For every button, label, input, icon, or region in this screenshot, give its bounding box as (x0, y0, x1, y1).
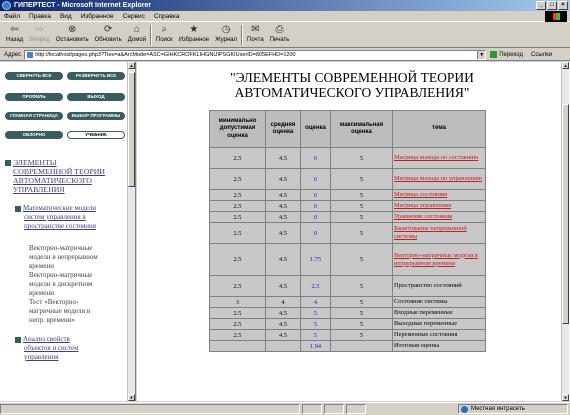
cell-avg: 4.5 (266, 190, 300, 200)
cell-min: 2.5 (210, 223, 265, 243)
table-row (210, 212, 485, 222)
mail-button[interactable]: ✉ Почта (247, 24, 264, 43)
topic-link[interactable]: Уравнение состояния (394, 213, 453, 220)
cell-max: 5 (331, 148, 392, 168)
cell-topic[interactable] (393, 223, 485, 243)
status-zone-label: Местная интрасеть (471, 406, 525, 412)
tree-section-models[interactable]: Математические модели (15, 204, 96, 213)
status-pane (302, 404, 322, 414)
grades-table (209, 110, 486, 352)
expand-all-button[interactable]: РАЗВЕРНУТЬ ВСЕ (67, 72, 125, 80)
tree-leaf-test[interactable]: Тест «Векторно- (29, 298, 79, 306)
header-score: оценка (301, 111, 330, 147)
cell-min: 2.5 (210, 201, 265, 211)
search-icon: ⌕ (161, 24, 168, 35)
cell-topic[interactable] (393, 148, 485, 168)
cell-score: 0 (301, 169, 330, 189)
print-icon: ⎙ (275, 24, 284, 35)
cell-min: 2.5 (210, 308, 265, 318)
cell-score: 5 (301, 330, 330, 340)
cell-max: 5 (331, 201, 392, 211)
refresh-icon: ⟳ (103, 24, 113, 35)
cell-score: 0 (301, 190, 330, 200)
forward-button[interactable]: ⇨ Вперед (29, 24, 50, 43)
home-button[interactable]: ⌂ Домой (127, 24, 147, 43)
tree-section-models-line2[interactable]: систем управления в (24, 213, 86, 221)
tree-leaf-continuous[interactable]: Векторно-матричные (29, 244, 93, 252)
status-zone (458, 404, 568, 414)
tree-root-line3[interactable]: АВТОМАТИЧЕСКОГО (13, 176, 92, 185)
cell-topic[interactable] (393, 212, 485, 222)
tree-section-models-line3[interactable]: пространстве состояния (24, 222, 96, 230)
cell-topic: Входные переменные (393, 308, 485, 318)
address-input[interactable] (24, 50, 486, 60)
scroll-thumb[interactable] (562, 104, 569, 324)
scroll-down-icon[interactable]: ▼ (563, 395, 568, 400)
menu-edit[interactable]: Правка (28, 12, 51, 20)
tree-root-line4[interactable]: УПРАВЛЕНИЯ (13, 185, 65, 194)
cell-score: 5 (301, 308, 330, 318)
table-row (210, 330, 485, 340)
menu-help[interactable]: Справка (153, 12, 180, 20)
table-row (210, 297, 485, 307)
table-row (210, 308, 485, 318)
menu-view[interactable]: Вид (59, 12, 72, 20)
favorites-icon: ★ (189, 24, 199, 35)
scroll-down-icon[interactable]: ▼ (129, 395, 134, 400)
address-dropdown-icon[interactable]: ▼ (477, 51, 485, 59)
cell-topic[interactable] (393, 190, 485, 200)
windows-logo (545, 11, 567, 22)
status-text-pane (0, 404, 300, 414)
cell-avg: 4.5 (266, 276, 300, 296)
table-row (210, 276, 485, 296)
cell-max: 5 (331, 319, 392, 329)
profile-button[interactable]: ПРОФИЛЬ (5, 93, 63, 101)
close-button[interactable]: × (558, 1, 568, 10)
table-row (210, 244, 485, 275)
ie-icon (2, 1, 11, 10)
cell-avg: 4.5 (266, 308, 300, 318)
tree-root-line2[interactable]: СОВРЕМЕННОЙ ТЕОРИИ (13, 167, 106, 176)
cell-max: 5 (331, 223, 392, 243)
status-pane (346, 404, 366, 414)
scroll-up-icon[interactable]: ▲ (563, 63, 568, 68)
cell-score: 1.75 (301, 244, 330, 275)
cell-max: 5 (331, 297, 392, 307)
print-button[interactable]: ⎙ Печать (269, 24, 290, 43)
header-min: минимально допустимая оценка (210, 111, 265, 147)
scroll-up-icon[interactable]: ▲ (129, 63, 134, 68)
cell-min: 2.5 (210, 212, 265, 222)
window-title: ГИПЕРТЕСТ - Microsoft Internet Explorer (14, 2, 152, 9)
tree-root[interactable]: ЭЛЕМЕНТЫ (5, 158, 57, 168)
cell-min: 2.5 (210, 330, 265, 340)
cell-max: 5 (331, 308, 392, 318)
page-title (182, 70, 522, 100)
cell-max: 5 (331, 276, 392, 296)
cell-topic: Состояние системы (393, 297, 485, 307)
tree-leaf-continuous-line3[interactable]: времени (29, 262, 54, 270)
address-url: http://localhost/pages.php3?Ties=a&ArcMode=ASC=GIHKCROFKLIHGNUIPSGKIUserID=805EFHD=1200 (35, 51, 296, 58)
status-bar (0, 402, 570, 415)
cell-score: 0 (301, 223, 330, 243)
go-button[interactable]: Переход (490, 51, 523, 58)
forward-arrow-icon: ⇨ (35, 24, 44, 35)
toolbar-separator (241, 25, 243, 45)
menu-file[interactable]: Файл (4, 12, 20, 20)
cell-topic[interactable] (393, 169, 485, 189)
back-arrow-icon: ⇦ (10, 24, 19, 35)
cell-score: 0 (301, 201, 330, 211)
cell-max: 5 (331, 244, 392, 275)
page-icon (27, 52, 33, 58)
cell-score: 0 (301, 148, 330, 168)
topic-link[interactable]: Матрица выхода по состоянию (394, 154, 479, 161)
cell-topic: Пространство состояний (393, 276, 485, 296)
address-label: Адрес (4, 51, 22, 58)
tree-leaf-test-line3[interactable]: непр. времени» (29, 316, 76, 324)
status-pane (324, 404, 344, 414)
maximize-button[interactable]: □ (547, 1, 557, 10)
content-frame (137, 62, 570, 401)
cell-avg: 4.5 (266, 148, 300, 168)
cell-min: 2.5 (210, 319, 265, 329)
search-button[interactable]: ⌕ Поиск (156, 24, 173, 43)
cell-avg: 4 (266, 297, 300, 307)
minimize-button[interactable]: _ (536, 1, 546, 10)
tree-leaf-continuous-line2[interactable]: модели в непрерывном (29, 253, 98, 261)
scroll-thumb[interactable] (128, 72, 135, 187)
cell-min: 2.5 (210, 244, 265, 275)
back-button[interactable]: ⇦ Назад (6, 24, 24, 43)
header-max: максимальная оценка (331, 111, 392, 147)
topic-link[interactable]: Матрица состояния (394, 191, 448, 198)
home-icon: ⌂ (133, 24, 140, 35)
table-row (210, 190, 485, 200)
folder-icon (15, 337, 21, 343)
exit-button[interactable]: ВЫХОД (67, 93, 125, 101)
sidebar (0, 62, 136, 401)
tree-leaf-discrete-line2[interactable]: модели в дискретном (29, 280, 93, 288)
page-title-line1: "ЭЛЕМЕНТЫ СОВРЕМЕННОЙ ТЕОРИИ (230, 70, 474, 85)
stop-icon: ⊗ (68, 24, 77, 35)
cell-min: 3 (210, 297, 265, 307)
cell-avg: 4.5 (266, 223, 300, 243)
cell-score: 5 (301, 319, 330, 329)
tree-leaf-discrete[interactable]: Векторно-матричные (29, 271, 93, 279)
topic-link[interactable]: Матрица выхода по управлению (394, 175, 483, 182)
cell-score: 4 (301, 297, 330, 307)
tree-leaf-discrete-line3[interactable]: времени (29, 289, 54, 297)
cell-avg: 4.5 (266, 319, 300, 329)
collapse-all-button[interactable]: СВЕРНУТЬ ВСЕ (5, 72, 63, 80)
address-bar (0, 49, 570, 61)
cell-max (331, 341, 392, 351)
cell-topic: Переменные состояния (393, 330, 485, 340)
table-row (210, 201, 485, 211)
tree-section-analysis-line3[interactable]: управления (24, 353, 59, 361)
cell-avg: 4.5 (266, 244, 300, 275)
cell-topic: Выходные переменные (393, 319, 485, 329)
cell-avg: 4.5 (266, 201, 300, 211)
review-button[interactable]: ОБЗОРНО (5, 131, 63, 139)
favorites-button[interactable]: ★ Избранное (178, 24, 210, 43)
tree-leaf-test-line2[interactable]: матричные модели в (29, 307, 91, 315)
mail-icon: ✉ (251, 24, 260, 35)
cell-topic: Итоговая оценка (393, 341, 485, 351)
cell-max: 5 (331, 169, 392, 189)
table-row (210, 223, 485, 243)
cell-min: 2.5 (210, 169, 265, 189)
cell-avg: 4.5 (266, 169, 300, 189)
cell-score: 1.94 (301, 341, 330, 351)
history-button[interactable]: ◷ Журнал (215, 24, 238, 43)
topic-link[interactable]: Векторно-матричные модели в непрерывном времени (394, 251, 478, 267)
cell-topic[interactable] (393, 244, 485, 275)
sidebar-scrollbar[interactable] (127, 62, 135, 401)
cell-min: 2.5 (210, 148, 265, 168)
cell-avg: 4.5 (266, 330, 300, 340)
folder-icon (15, 206, 21, 212)
table-row (210, 341, 485, 351)
cell-max: 5 (331, 190, 392, 200)
history-icon: ◷ (221, 24, 231, 35)
cell-min: 2.5 (210, 190, 265, 200)
menu-tools[interactable]: Сервис (122, 12, 145, 20)
cell-max: 5 (331, 212, 392, 222)
cell-topic[interactable] (393, 201, 485, 211)
stop-button[interactable]: ⊗ Остановить (55, 24, 89, 43)
header-avg: средняя оценка (266, 111, 300, 147)
tree-section-analysis[interactable]: Анализ свойств (15, 335, 70, 344)
toolbar (0, 23, 570, 48)
cell-min: 2.5 (210, 276, 265, 296)
home-page-button[interactable]: ГЛАВНАЯ СТРАНИЦА (5, 112, 63, 120)
content-scrollbar[interactable] (561, 62, 569, 401)
table-header-row (210, 111, 485, 147)
cell-avg (266, 341, 300, 351)
table-row (210, 319, 485, 329)
cell-min (210, 341, 265, 351)
menu-favorites[interactable]: Избранное (80, 12, 114, 20)
window-titlebar (0, 0, 570, 11)
table-row (210, 148, 485, 168)
page-title-line2: АВТОМАТИЧЕСКОГО УПРАВЛЕНИЯ" (234, 85, 470, 100)
study-button[interactable]: УЧЕБНИК (67, 131, 125, 139)
header-topic: тема (393, 111, 485, 147)
toolbar-separator (150, 25, 152, 45)
table-row (210, 169, 485, 189)
menu-bar (0, 11, 570, 22)
go-arrow-icon (490, 51, 497, 58)
cell-score: 0 (301, 212, 330, 222)
folder-icon (5, 160, 11, 166)
choose-program-button[interactable]: ВЫБОР ПРОГРАММЫ (67, 112, 125, 120)
topic-link[interactable]: Матрица управления (394, 202, 452, 209)
refresh-button[interactable]: ⟳ Обновить (94, 24, 122, 43)
tree-section-analysis-line2[interactable]: объектов и систем (24, 344, 79, 352)
cell-avg: 4.5 (266, 212, 300, 222)
cell-score: 2.5 (301, 276, 330, 296)
topic-link[interactable]: Квантование непрерывной системы (394, 225, 467, 240)
links-button[interactable]: Ссылки (531, 51, 553, 58)
cell-max: 5 (331, 330, 392, 340)
